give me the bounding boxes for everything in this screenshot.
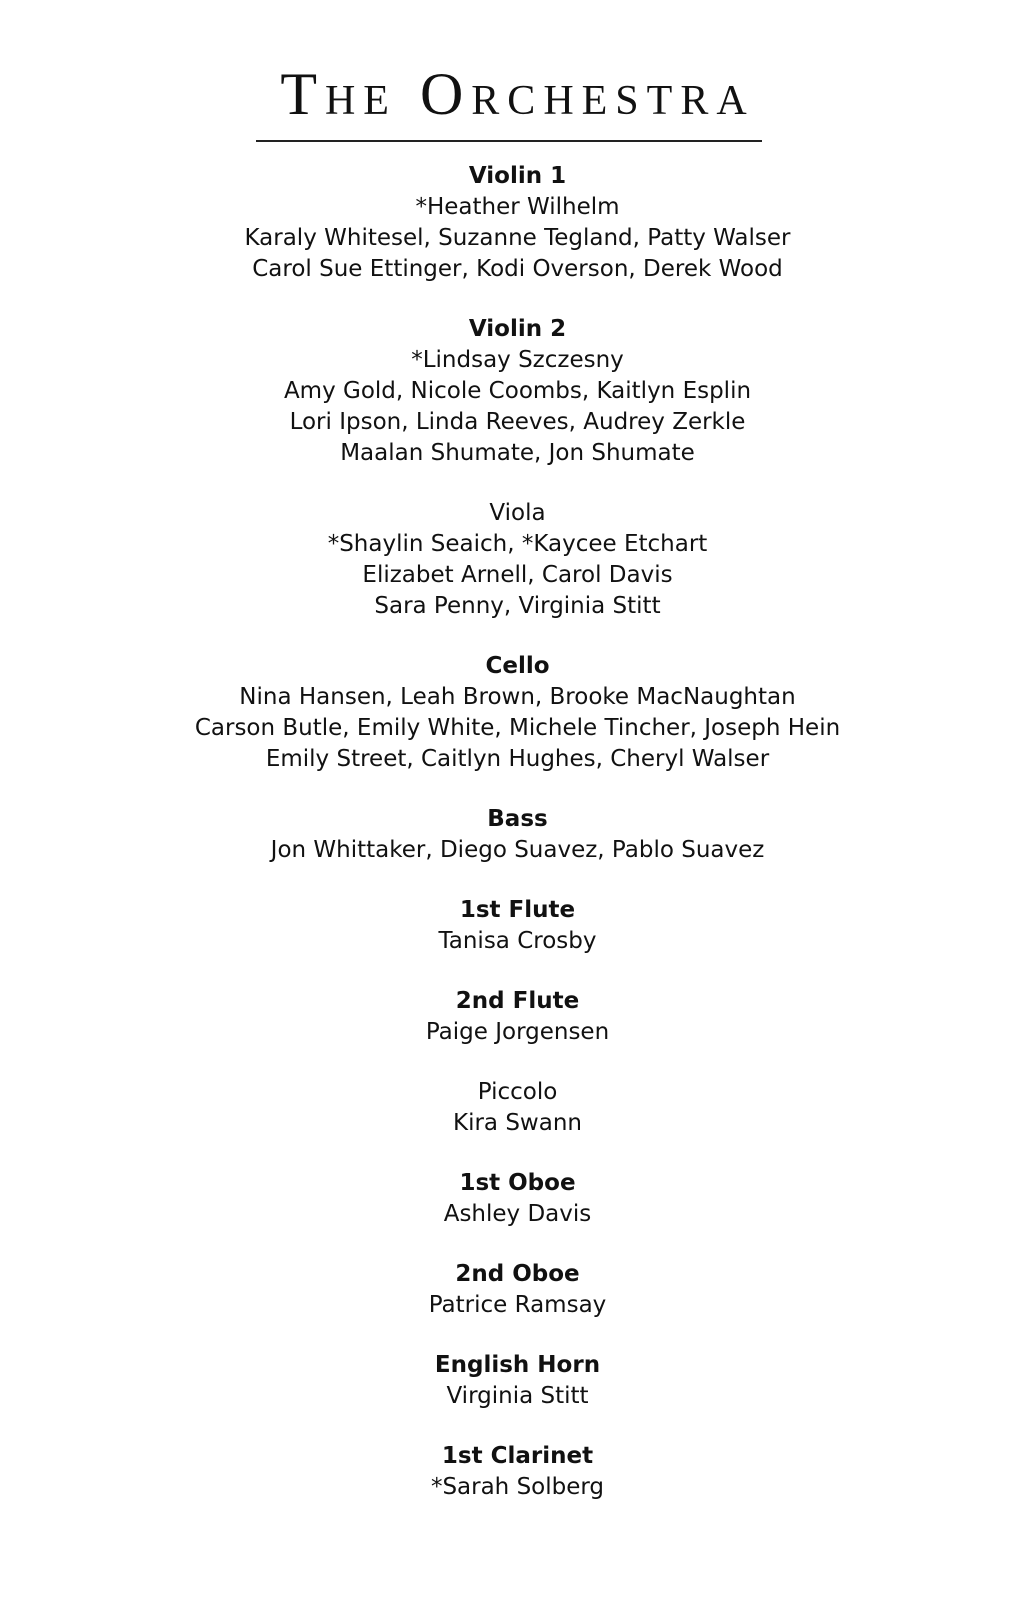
section-heading: English Horn bbox=[434, 1352, 601, 1378]
member-line: Tanisa Crosby bbox=[438, 928, 597, 954]
section-heading: Piccolo bbox=[477, 1079, 558, 1105]
member-line: Elizabet Arnell, Carol Davis bbox=[362, 562, 673, 588]
section-1st-flute bbox=[0, 895, 1035, 957]
section-1st-oboe bbox=[0, 1168, 1035, 1230]
section-1st-clarinet bbox=[0, 1441, 1035, 1503]
page-title: The Orchestra bbox=[280, 61, 755, 127]
member-line: Amy Gold, Nicole Coombs, Kaitlyn Esplin bbox=[283, 378, 752, 404]
section-bass bbox=[0, 804, 1035, 866]
member-line: *Heather Wilhelm bbox=[415, 194, 620, 220]
member-line: Jon Whittaker, Diego Suavez, Pablo Suavez bbox=[270, 837, 765, 863]
section-viola bbox=[0, 498, 1035, 622]
title-divider bbox=[256, 140, 762, 142]
member-line: Maalan Shumate, Jon Shumate bbox=[340, 440, 695, 466]
section-english-horn bbox=[0, 1350, 1035, 1412]
member-line: Lori Ipson, Linda Reeves, Audrey Zerkle bbox=[289, 409, 746, 435]
section-heading: 1st Oboe bbox=[459, 1170, 576, 1196]
section-violin-2 bbox=[0, 314, 1035, 469]
section-cello bbox=[0, 651, 1035, 775]
member-line: Karaly Whitesel, Suzanne Tegland, Patty Walser bbox=[244, 225, 791, 251]
member-line: *Shaylin Seaich, *Kaycee Etchart bbox=[327, 531, 708, 557]
member-line: Nina Hansen, Leah Brown, Brooke MacNaughtan bbox=[239, 684, 796, 710]
section-violin-1 bbox=[0, 161, 1035, 285]
member-line: Patrice Ramsay bbox=[428, 1292, 607, 1318]
section-heading: Violin 1 bbox=[468, 163, 567, 189]
section-heading: 2nd Flute bbox=[455, 988, 580, 1014]
section-piccolo bbox=[0, 1077, 1035, 1139]
section-2nd-oboe bbox=[0, 1259, 1035, 1321]
member-line: Carson Butle, Emily White, Michele Tincher, Joseph Hein bbox=[194, 715, 841, 741]
section-heading: 1st Clarinet bbox=[441, 1443, 594, 1469]
member-line: Virginia Stitt bbox=[446, 1383, 589, 1409]
orchestra-roster bbox=[0, 161, 1035, 1532]
section-heading: 2nd Oboe bbox=[455, 1261, 580, 1287]
member-line: *Sarah Solberg bbox=[430, 1474, 605, 1500]
section-heading: Bass bbox=[487, 806, 548, 832]
member-line: Sara Penny, Virginia Stitt bbox=[374, 593, 661, 619]
section-2nd-flute bbox=[0, 986, 1035, 1048]
section-heading: Violin 2 bbox=[468, 316, 567, 342]
member-line: Carol Sue Ettinger, Kodi Overson, Derek Wood bbox=[252, 256, 783, 282]
section-heading: Viola bbox=[489, 500, 546, 526]
section-heading: 1st Flute bbox=[459, 897, 576, 923]
member-line: Ashley Davis bbox=[443, 1201, 592, 1227]
member-line: Emily Street, Caitlyn Hughes, Cheryl Walser bbox=[265, 746, 770, 772]
section-heading: Cello bbox=[485, 653, 550, 679]
member-line: Kira Swann bbox=[453, 1110, 582, 1136]
member-line: Paige Jorgensen bbox=[425, 1019, 610, 1045]
member-line: *Lindsay Szczesny bbox=[411, 347, 624, 373]
